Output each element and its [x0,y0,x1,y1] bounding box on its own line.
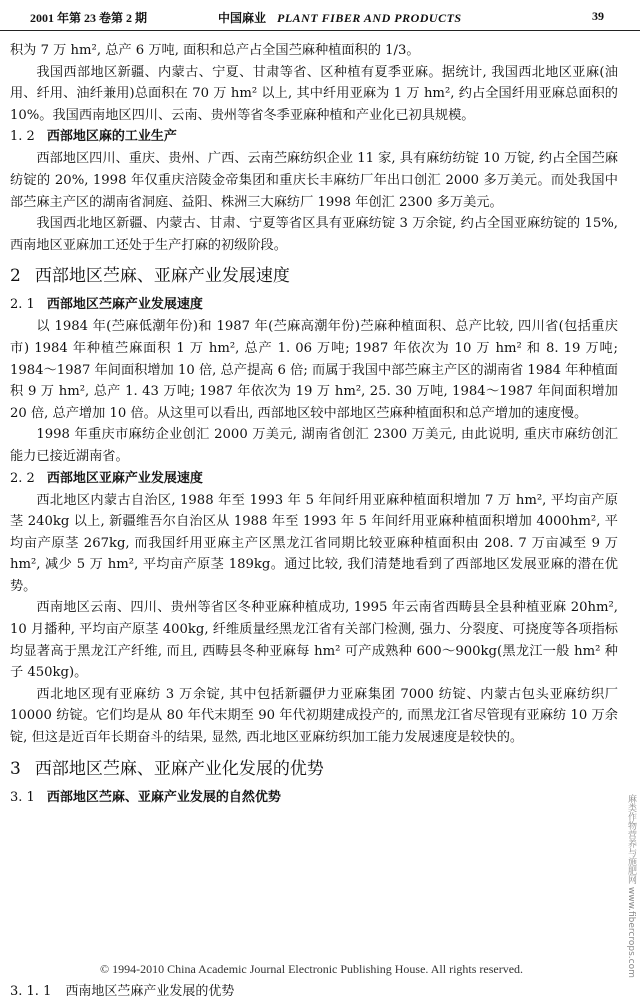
section-number: 3. 1. 1 [10,984,52,999]
journal-title-en: PLANT FIBER AND PRODUCTS [277,11,462,25]
paragraph: 西北地区现有亚麻纺 3 万余锭, 其中包括新疆伊力亚麻集团 7000 纺锭、内蒙古包头亚麻纺织厂 10000 纺锭。它们均是从 80 年代末期至 90 年代初期建成投产的, 而黑龙江省尽管现有亚麻纺 10 万余锭, 但这是近百年长期奋斗的结果, 显然, 西北地区亚麻纺织加工能力发展速度是较快的。 [10,686,618,746]
page-number: 39 [592,9,604,23]
journal-title-cn: 中国麻业 [218,11,267,25]
section-number: 3. 1 [10,789,35,805]
section-heading-3 [10,757,618,781]
section-title: 西部地区麻的工业生产 [46,129,177,145]
section-heading-1-2 [10,126,618,148]
paragraph: 以 1984 年(苎麻低潮年份)和 1987 年(苎麻高潮年份)苎麻种植面积、总产比较, 四川省(包括重庆市) 1984 年种植苎麻面积 1 万 hm², 总产 1. 06 万吨; 1987 年依次为 10 万 hm² 和 8. 19 万吨; 1984～1987 年间面积增加 10 倍, 总产提高 6 倍; 而属于我国中部苎麻主产区的湖南省 1984 年种植面积 9 万 hm², 总产 1. 43 万吨; 1987 年依次为 19 万 hm², 25. 30 万吨, 1984～1987 年间面积增加 20 倍, 总产增加 10 倍。从这里可以看出, 西部地区较中部地区苎麻种植面积和总产增加的速度慢。 [10,319,618,421]
section-number: 2. 2 [10,470,35,486]
section-heading-2-2 [10,468,618,490]
journal-title [218,9,462,26]
section-number: 3 [10,758,21,779]
issue-info: 2001 年第 23 卷第 2 期 [30,11,148,25]
section-title: 西部地区苎麻、亚麻产业发展的自然优势 [46,789,281,805]
section-number: 2. 1 [10,297,35,313]
article-body [10,40,618,809]
section-heading-2-1 [10,294,618,316]
section-title: 西部地区苎麻、亚麻产业发展速度 [34,266,290,287]
section-heading-3-1-1 [10,980,234,999]
paragraph: 西南地区云南、四川、贵州等省区冬种亚麻种植成功, 1995 年云南省西畴县全县种植亚麻 20hm², 10 月播种, 平均亩产原茎 400kg, 纤维质量经黑龙江省有关部门检测, 强力、分裂度、可挠度等各项指标均显著高于黑龙江产纤维, 而且, 西畴县冬种亚麻每 hm² 可产成熟种 600～900kg(黑龙江一般 hm² 种子 450kg)。 [10,600,618,681]
site-watermark: 麻类作物营养与施肥网 www.fibercrops.com [626,794,636,978]
page-header [0,0,640,31]
paragraph: 西北地区内蒙古自治区, 1988 年至 1993 年 5 年间纤用亚麻种植面积增加 7 万 hm², 平均亩产原茎 240kg 以上, 新疆维吾尔自治区从 1988 年至 1993 年 5 年间纤用亚麻种植面积增加 4000hm², 平均亩产原茎 267kg, 而我国纤用亚麻主产区黑龙江省同期比较亚麻种植面积由 208. 7 万亩减至 9 万 hm², 减少 5 万 hm², 平均亩产原茎 189kg。通过比较, 我们清楚地看到了西部地区发展亚麻的潜在优势。 [10,492,618,594]
copyright-notice: © 1994-2010 China Academic Journal Electronic Publishing House. All rights reserved. [100,962,524,976]
paragraph: 西部地区四川、重庆、贵州、广西、云南苎麻纺织企业 11 家, 具有麻纺纺锭 10 万锭, 约占全国苎麻纺锭的 20%, 1998 年仅重庆涪陵金帝集团和重庆长丰麻纺厂年出口创汇 2000 多万美元。而处我国中部苎麻主产区的湖南省洞庭、益阳、株洲三大麻纺厂 1998 年创汇 2300 多万美元。 [10,151,618,210]
section-number: 2 [10,266,21,287]
section-number: 1. 2 [10,129,35,145]
paragraph: 我国西部地区新疆、内蒙古、宁夏、甘肃等省、区种植有夏季亚麻。据统计, 我国西北地区亚麻(油用、纤用、油纤兼用)总面积在 70 万 hm² 以上, 其中纤用亚麻为 1 万 hm², 约占全国纤用亚麻总面积的 10%。我国西南地区四川、云南、贵州等省冬季亚麻种植和产业化已初具规模。 [10,64,618,123]
section-title: 西南地区苎麻产业发展的优势 [65,984,235,999]
paragraph: 1998 年重庆市麻纺企业创汇 2000 万美元, 湖南省创汇 2300 万美元, 由此说明, 重庆市麻纺创汇能力已接近湖南省。 [10,427,618,464]
paragraph: 我国西北地区新疆、内蒙古、甘肃、宁夏等省区具有亚麻纺锭 3 万余锭, 约占全国亚麻纺锭的 15%, 西南地区亚麻加工还处于生产打麻的初级阶段。 [10,216,618,253]
section-title: 西部地区苎麻产业发展速度 [46,297,203,313]
paragraph: 积为 7 万 hm², 总产 6 万吨, 面积和总产占全国苎麻种植面积的 1/3。 [10,43,420,58]
section-title: 西部地区苎麻、亚麻产业化发展的优势 [34,758,324,779]
section-title: 西部地区亚麻产业发展速度 [46,470,203,486]
section-heading-3-1 [10,787,618,809]
section-heading-2 [10,264,618,288]
